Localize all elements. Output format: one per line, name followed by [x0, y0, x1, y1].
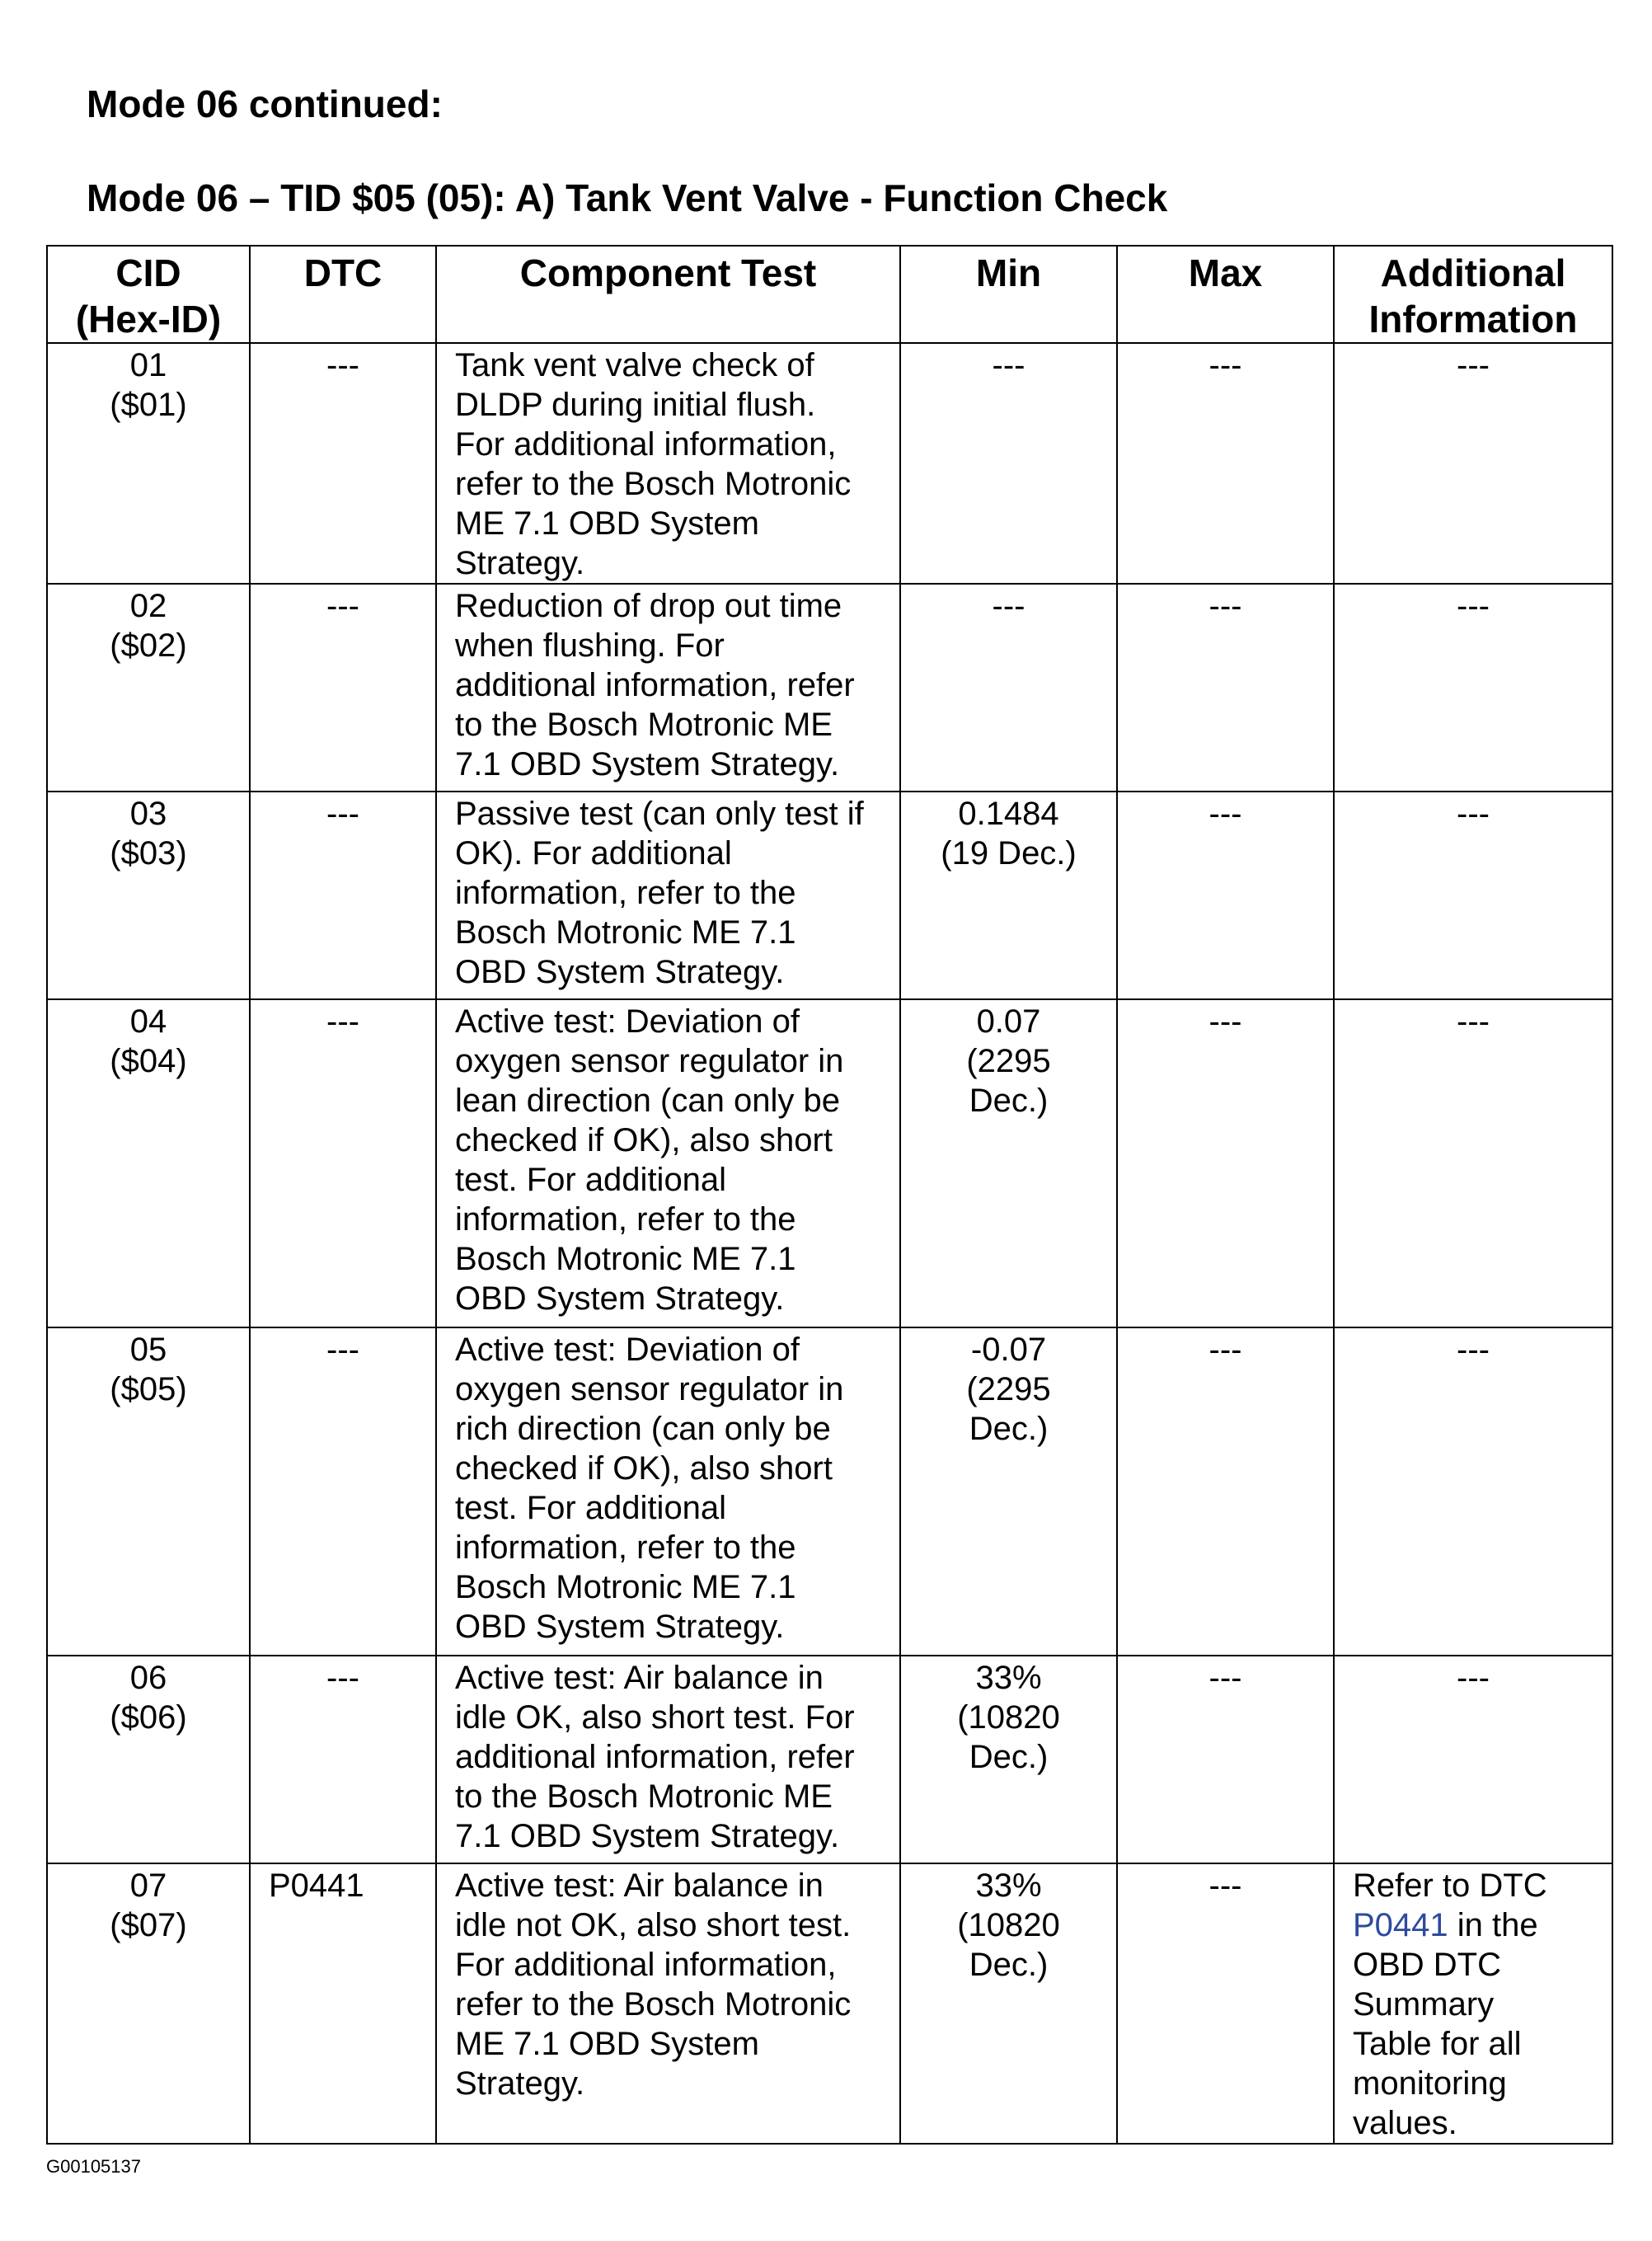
component-test-line: OBD System Strategy.: [455, 1280, 785, 1317]
component-test-line: Bosch Motronic ME 7.1: [455, 914, 796, 951]
table-row: [47, 1863, 1612, 2144]
component-test-cell: [436, 1656, 900, 1863]
min-cell: [900, 343, 1117, 584]
dtc-value: P0441: [269, 1868, 364, 1904]
min-value-line: Dec.): [969, 1947, 1049, 1983]
component-test-line: Strategy.: [455, 545, 585, 581]
table-row: [47, 792, 1612, 999]
header-dtc: DTC: [250, 246, 436, 343]
cell-line: Summary: [1353, 1986, 1495, 2023]
hex-id-value: ($01): [110, 387, 187, 423]
hex-id-value: ($06): [110, 1699, 187, 1736]
table-row: [47, 1656, 1612, 1863]
component-test-line: DLDP during initial flush.: [455, 387, 816, 423]
dtc-value: ---: [326, 347, 359, 383]
dtc-link[interactable]: P0441: [1353, 1907, 1448, 1943]
header-cid: CID (Hex-ID): [47, 246, 250, 343]
cell-line: [1353, 1905, 1602, 1945]
component-test-cell: [436, 792, 900, 999]
cid-value: 01: [129, 347, 167, 383]
component-test-line: information, refer to the: [455, 875, 796, 911]
component-test-line: ME 7.1 OBD System: [455, 2026, 759, 2062]
component-test-line: Bosch Motronic ME 7.1: [455, 1241, 796, 1277]
component-test-cell: [436, 1327, 900, 1656]
additional-information-value: ---: [1457, 347, 1490, 383]
table-header-row: [47, 246, 1612, 343]
additional-information-cell: [1334, 1327, 1612, 1656]
additional-information-cell: [1334, 343, 1612, 584]
component-test-line: ME 7.1 OBD System: [455, 505, 759, 542]
hex-id-value: ($04): [110, 1043, 187, 1079]
max-cell: [1117, 1327, 1334, 1656]
hex-id-value: ($05): [110, 1371, 187, 1407]
dtc-cell: [250, 1863, 436, 2144]
hex-id-value: ($03): [110, 835, 187, 872]
component-test-line: Active test: Air balance in: [455, 1660, 824, 1696]
component-test-line: oxygen sensor regulator in: [455, 1043, 844, 1079]
component-test-line: Active test: Air balance in: [455, 1868, 824, 1904]
component-test-line: For additional information,: [455, 1947, 837, 1983]
max-cell: [1117, 343, 1334, 584]
dtc-value: ---: [326, 1332, 359, 1368]
additional-information-cell: [1334, 584, 1612, 792]
min-value-line: (10820: [957, 1699, 1060, 1736]
component-test-line: information, refer to the: [455, 1529, 796, 1566]
table-row: [47, 343, 1612, 584]
figure-id: G00105137: [46, 2156, 141, 2177]
dtc-cell: [250, 1327, 436, 1656]
additional-information-value: ---: [1457, 1660, 1490, 1696]
additional-information-cell: [1334, 1656, 1612, 1863]
cid-value: 05: [129, 1332, 167, 1368]
cid-cell: [47, 1656, 250, 1863]
component-test-line: OBD System Strategy.: [455, 954, 785, 990]
table-row: [47, 584, 1612, 792]
additional-information-cell: [1334, 792, 1612, 999]
min-cell: [900, 584, 1117, 792]
additional-information-cell: [1334, 999, 1612, 1327]
max-value: ---: [1208, 1003, 1242, 1040]
dtc-value: ---: [326, 1003, 359, 1040]
max-value: ---: [1208, 588, 1242, 624]
component-test-cell: [436, 343, 900, 584]
max-value: ---: [1208, 1332, 1242, 1368]
additional-information-value: ---: [1457, 796, 1490, 832]
min-value-line: (19 Dec.): [941, 835, 1077, 872]
min-cell: [900, 1863, 1117, 2144]
max-value: ---: [1208, 1660, 1242, 1696]
max-value: ---: [1208, 796, 1242, 832]
component-test-line: checked if OK), also short: [455, 1122, 833, 1158]
component-test-line: Reduction of drop out time: [455, 588, 842, 624]
component-test-line: oxygen sensor regulator in: [455, 1371, 844, 1407]
min-value-line: -0.07: [970, 1332, 1047, 1368]
cid-cell: [47, 792, 250, 999]
component-test-line: Passive test (can only test if: [455, 796, 864, 832]
component-test-line: Active test: Deviation of: [455, 1003, 800, 1040]
max-value: ---: [1208, 347, 1242, 383]
component-test-line: lean direction (can only be: [455, 1083, 840, 1119]
max-cell: [1117, 1863, 1334, 2144]
component-test-line: For additional information,: [455, 426, 837, 463]
min-value-line: 0.07: [976, 1003, 1041, 1040]
min-value-line: 33%: [975, 1660, 1042, 1696]
cid-value: 03: [129, 796, 167, 832]
dtc-cell: [250, 343, 436, 584]
component-test-line: rich direction (can only be: [455, 1411, 831, 1447]
max-cell: [1117, 999, 1334, 1327]
cid-cell: [47, 1327, 250, 1656]
min-cell: [900, 1327, 1117, 1656]
cid-cell: [47, 1863, 250, 2144]
cid-value: 04: [129, 1003, 167, 1040]
component-test-line: when flushing. For: [455, 627, 725, 664]
hex-id-value: ($07): [110, 1907, 187, 1943]
max-cell: [1117, 792, 1334, 999]
min-value-line: (10820: [957, 1907, 1060, 1943]
component-test-cell: [436, 584, 900, 792]
additional-information-value: ---: [1457, 1332, 1490, 1368]
component-test-line: refer to the Bosch Motronic: [455, 1986, 852, 2023]
min-value-line: 0.1484: [958, 796, 1059, 832]
dtc-cell: [250, 1656, 436, 1863]
cid-value: 02: [129, 588, 167, 624]
min-value-line: Dec.): [969, 1083, 1049, 1119]
cell-line: values.: [1353, 2105, 1457, 2141]
min-cell: [900, 1656, 1117, 1863]
header-additional-information: Additional Information: [1334, 246, 1612, 343]
additional-information-cell: [1334, 1863, 1612, 2144]
dtc-value: ---: [326, 796, 359, 832]
page-title: Mode 06 continued:: [87, 82, 443, 125]
component-test-cell: [436, 999, 900, 1327]
dtc-value: ---: [326, 1660, 359, 1696]
cid-cell: [47, 343, 250, 584]
cid-cell: [47, 584, 250, 792]
component-test-line: test. For additional: [455, 1162, 727, 1198]
min-value-line: ---: [992, 347, 1025, 383]
min-value-line: (2295: [966, 1043, 1051, 1079]
link-suffix-text: in the: [1448, 1907, 1538, 1943]
component-test-line: OK). For additional: [455, 835, 732, 872]
cell-line: OBD DTC: [1353, 1947, 1501, 1983]
component-test-line: 7.1 OBD System Strategy.: [455, 746, 840, 782]
component-test-line: to the Bosch Motronic ME: [455, 1778, 833, 1815]
mode06-table: [46, 245, 1613, 2145]
dtc-cell: [250, 792, 436, 999]
component-test-line: OBD System Strategy.: [455, 1609, 785, 1645]
table-row: [47, 1327, 1612, 1656]
component-test-line: idle OK, also short test. For: [455, 1699, 855, 1736]
max-cell: [1117, 584, 1334, 792]
min-value-line: 33%: [975, 1868, 1042, 1904]
hex-id-value: ($02): [110, 627, 187, 664]
component-test-line: additional information, refer: [455, 667, 855, 703]
min-cell: [900, 792, 1117, 999]
component-test-line: additional information, refer: [455, 1739, 855, 1775]
table-row: [47, 999, 1612, 1327]
additional-information-value: ---: [1457, 1003, 1490, 1040]
dtc-value: ---: [326, 588, 359, 624]
min-cell: [900, 999, 1117, 1327]
component-test-line: Strategy.: [455, 2065, 585, 2102]
cell-line: Table for all: [1353, 2026, 1522, 2062]
header-max: Max: [1117, 246, 1334, 343]
component-test-line: Active test: Deviation of: [455, 1332, 800, 1368]
component-test-cell: [436, 1863, 900, 2144]
component-test-line: 7.1 OBD System Strategy.: [455, 1818, 840, 1854]
cid-value: 07: [129, 1868, 167, 1904]
min-value-line: Dec.): [969, 1411, 1049, 1447]
component-test-line: Tank vent valve check of: [455, 347, 814, 383]
additional-information-value: ---: [1457, 588, 1490, 624]
cell-line: Refer to DTC: [1353, 1868, 1547, 1904]
component-test-line: refer to the Bosch Motronic: [455, 466, 852, 502]
min-value-line: Dec.): [969, 1739, 1049, 1775]
cid-value: 06: [129, 1660, 167, 1696]
component-test-line: Bosch Motronic ME 7.1: [455, 1569, 796, 1605]
header-min: Min: [900, 246, 1117, 343]
component-test-line: idle not OK, also short test.: [455, 1907, 852, 1943]
component-test-line: information, refer to the: [455, 1201, 796, 1238]
min-value-line: (2295: [966, 1371, 1051, 1407]
cid-cell: [47, 999, 250, 1327]
dtc-cell: [250, 999, 436, 1327]
component-test-line: checked if OK), also short: [455, 1450, 833, 1487]
section-title: Mode 06 – TID $05 (05): A) Tank Vent Valve - Function Check: [87, 176, 1168, 219]
cell-line: monitoring: [1353, 2065, 1507, 2102]
dtc-cell: [250, 584, 436, 792]
header-component-test: Component Test: [436, 246, 900, 343]
component-test-line: test. For additional: [455, 1490, 727, 1526]
max-value: ---: [1208, 1868, 1242, 1904]
max-cell: [1117, 1656, 1334, 1863]
min-value-line: ---: [992, 588, 1025, 624]
component-test-line: to the Bosch Motronic ME: [455, 707, 833, 743]
